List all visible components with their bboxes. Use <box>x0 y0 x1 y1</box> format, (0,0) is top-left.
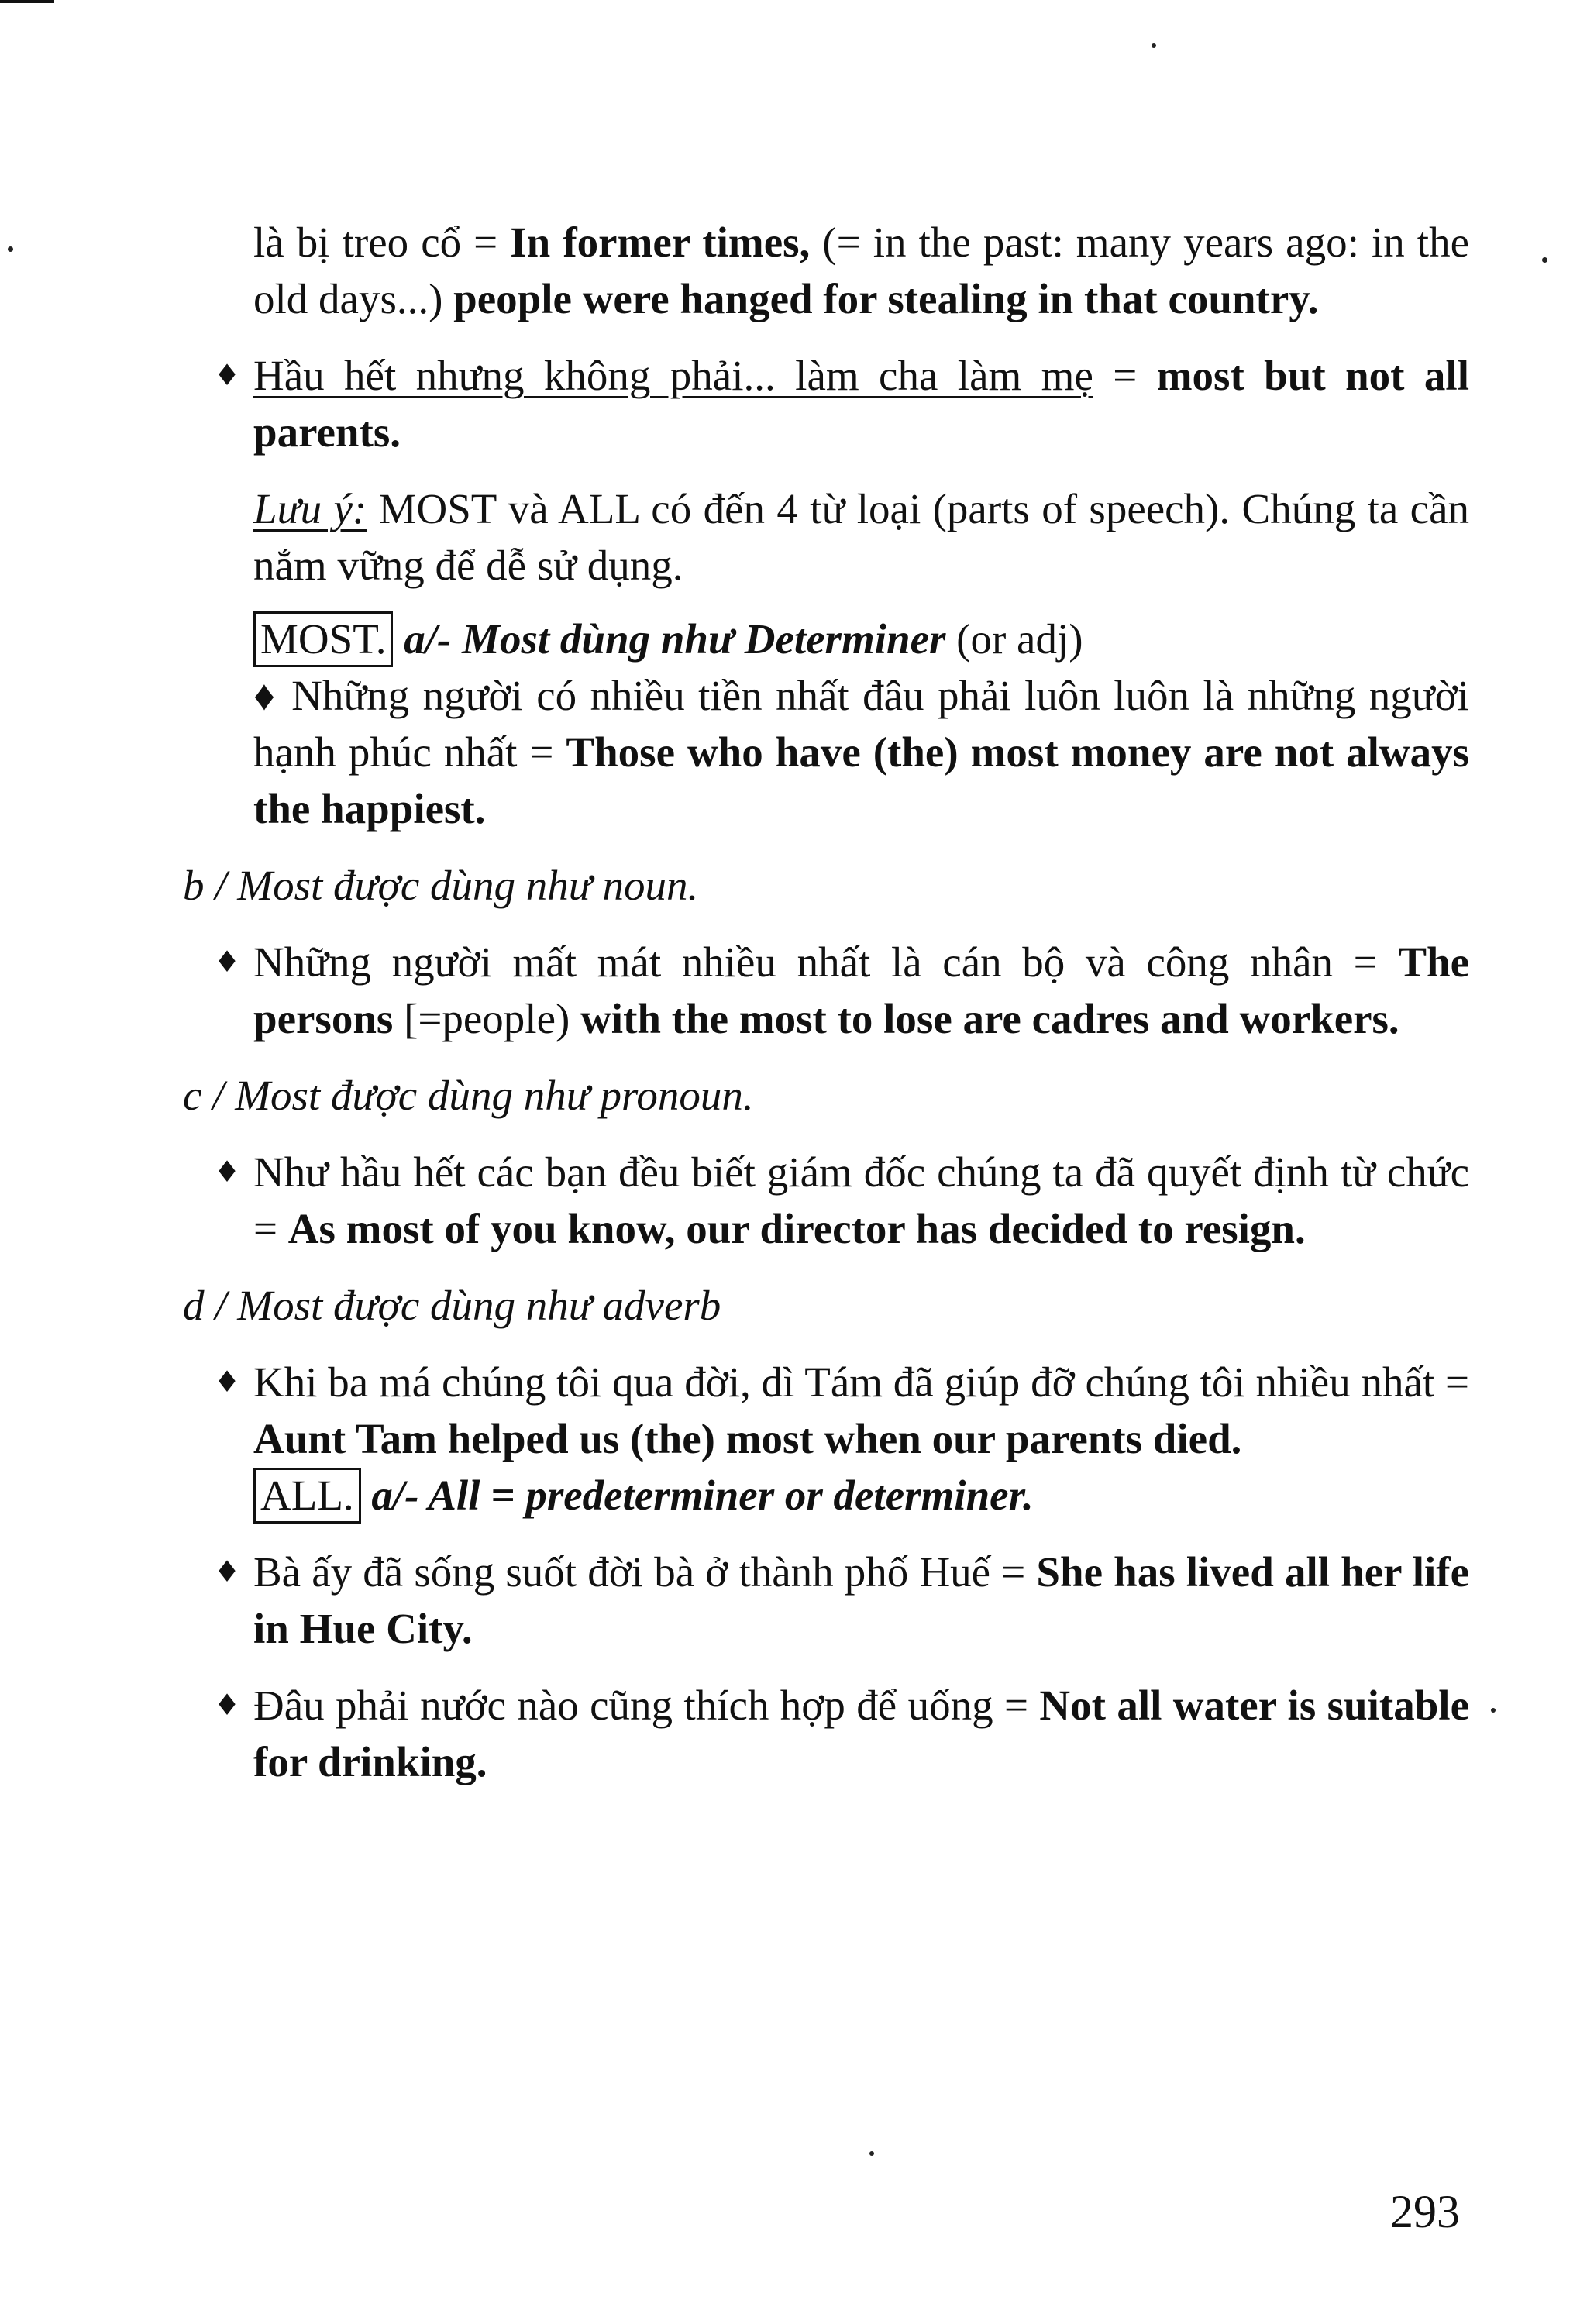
section-subheading <box>183 1277 1469 1334</box>
scan-speck <box>1152 43 1156 48</box>
section-subheading <box>183 1067 1469 1124</box>
scan-corner-rule <box>0 0 54 3</box>
bullet-item <box>214 1677 1469 1790</box>
scan-speck <box>1491 1708 1496 1713</box>
text-segment: a/- Most dùng như Determiner <box>393 615 946 663</box>
text-segment: The persons <box>253 938 1469 1042</box>
bullet-item <box>214 1544 1469 1657</box>
paragraph <box>214 1467 1469 1524</box>
text-segment: ♦ <box>253 672 292 719</box>
scan-speck <box>869 2151 874 2156</box>
text-segment: Bà ấy đã sống suốt đời bà ở thành phố Huế = <box>253 1548 1037 1596</box>
text-segment: Hầu hết nhưng không phải... làm cha làm mẹ <box>253 352 1093 399</box>
text-segment: (or adj) <box>945 615 1083 663</box>
text-segment: Đâu phải nước nào cũng thích hợp để uống = <box>253 1682 1040 1729</box>
text-segment: Những người mất mát nhiều nhất là cán bộ và công nhân = <box>253 938 1399 986</box>
text-segment: As most of you know, our director has decided to resign. <box>287 1205 1306 1252</box>
text-segment: là bị treo cổ = <box>253 219 511 266</box>
bullet-item <box>214 934 1469 1047</box>
text-segment: [=people) <box>393 995 581 1042</box>
text-segment: = <box>1093 352 1157 399</box>
diamond-bullet-icon: ♦ <box>214 1688 241 1722</box>
diamond-bullet-icon: ♦ <box>214 945 241 979</box>
text-segment: b / Most được dùng như noun. <box>183 862 699 909</box>
scan-speck <box>8 246 13 252</box>
text-segment: with the most to lose are cadres and workers. <box>580 995 1399 1042</box>
text-segment: Những người có nhiều tiền nhất đâu phải luôn luôn là những người hạnh phúc nhất = <box>253 672 1469 776</box>
page-body <box>183 214 1469 1790</box>
text-segment: Aunt Tam helped us (the) most when our parents died. <box>253 1415 1242 1462</box>
text-segment: d / Most được dùng như adverb <box>183 1282 721 1329</box>
bullet-item <box>214 347 1469 460</box>
text-segment: people were hanged for stealing in that country. <box>453 275 1319 322</box>
text-segment: a/- All = predeterminer or determiner. <box>360 1472 1034 1519</box>
diamond-bullet-icon: ♦ <box>214 1365 241 1399</box>
paragraph <box>214 214 1469 327</box>
boxed-keyword: MOST. <box>253 611 393 667</box>
diamond-bullet-icon: ♦ <box>214 1155 241 1189</box>
text-segment: Lưu ý: <box>253 485 367 532</box>
paragraph <box>214 480 1469 594</box>
text-segment: Như hầu hết các bạn đều biết giám đốc chúng ta đã quyết định từ chức = <box>253 1148 1469 1252</box>
text-segment: Those who have (the) most money are not always the happiest. <box>253 728 1469 832</box>
text-segment: In former times, <box>510 219 811 266</box>
boxed-keyword: ALL. <box>253 1468 361 1524</box>
scan-speck <box>1542 257 1547 263</box>
text-segment: MOST và ALL có đến 4 từ loại (parts of speech). Chúng ta cần nắm vững để dễ sử dụng. <box>253 485 1469 589</box>
text-segment: c / Most được dùng như pronoun. <box>183 1072 754 1119</box>
paragraph <box>214 611 1469 667</box>
text-segment: Khi ba má chúng tôi qua đời, dì Tám đã giúp đỡ chúng tôi nhiều nhất = <box>253 1358 1469 1406</box>
page-number: 293 <box>1390 2186 1460 2237</box>
text-segment: Not all water is suitable for drinking. <box>253 1682 1469 1785</box>
diamond-bullet-icon: ♦ <box>214 358 241 392</box>
text-segment: most but not all parents. <box>253 352 1469 456</box>
bullet-item <box>214 1144 1469 1257</box>
bullet-item <box>214 1354 1469 1467</box>
diamond-bullet-icon: ♦ <box>214 1554 241 1589</box>
paragraph <box>214 667 1469 837</box>
text-segment: (= in the past: many years ago: in the old days...) <box>253 219 1469 322</box>
section-subheading <box>183 857 1469 914</box>
text-segment: She has lived all her life in Hue City. <box>253 1548 1469 1652</box>
